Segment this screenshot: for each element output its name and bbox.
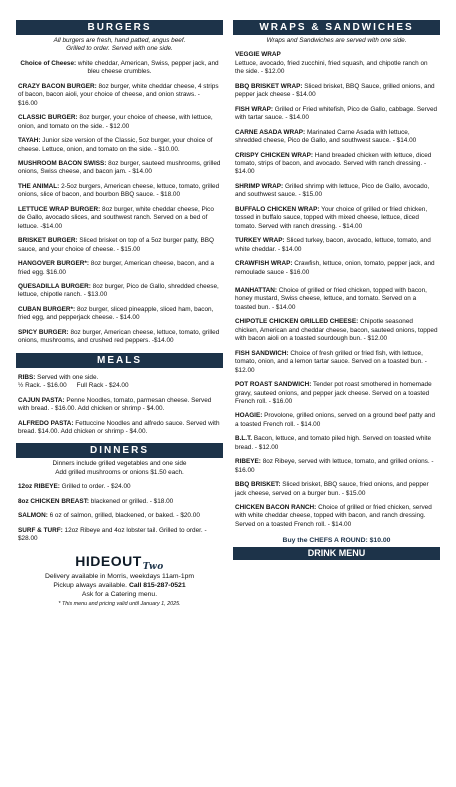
item-desc: Hand breaded chicken with lettuce, diced tomato, strips of bacon, and avocado. Served with ranch dressing. - $14.00 (235, 151, 432, 176)
item-name: POT ROAST SANDWICH: (235, 381, 312, 389)
item-name: LETTUCE WRAP BURGER: (18, 205, 101, 213)
wraps-header: WRAPS & SANDWICHES (233, 20, 440, 35)
item-name: ALFREDO PASTA: (18, 419, 74, 427)
item-name: BRISKET BURGER: (18, 237, 78, 245)
meals-header: MEALS (16, 353, 223, 368)
dinner-item (16, 483, 223, 491)
item-name: BUFFALO CHICKEN WRAP: (235, 205, 320, 213)
burger-item (16, 114, 223, 131)
item-name: CHICKEN BACON RANCH: (235, 504, 317, 512)
item-name: CAJUN PASTA: (18, 396, 65, 404)
valid-note: * This menu and pricing valid until January 1, 2025. (58, 601, 181, 608)
item-name: CRAWFISH WRAP: (235, 260, 293, 268)
burgers-subtitle (16, 37, 223, 54)
wrap-item (233, 152, 440, 177)
item-desc: Fettuccine Noodles and alfredo sauce. Served with bread. $14.00. Add chicken or shrimp - $4.00. (18, 419, 220, 435)
dinner-item (16, 527, 223, 544)
item-name: CARNE ASADA WRAP: (235, 128, 306, 136)
item-name: TAYAH: (18, 137, 41, 145)
item-desc: 6 oz of salmon, grilled, blackened, or baked. - $20.00 (47, 512, 200, 520)
item-name: HANGOVER BURGER*: (18, 260, 90, 268)
wrap-item (233, 237, 440, 254)
catering-line: Ask for a Catering menu. (81, 591, 158, 599)
item-name: MANHATTAN: (235, 286, 277, 294)
item-desc: 8oz burger, your choice of cheese, with lettuce, onion, and tomato on the side. - $12.00 (18, 114, 213, 130)
burger-item (16, 183, 223, 200)
item-name: VEGGIE WRAP (235, 51, 281, 59)
item-desc: Penne Noodles, tomato, parmesan cheese. Served with bread. - $16.00. Add chicken or shrimp - $4.00. (18, 396, 212, 413)
item-name: BBQ BRISKET: (235, 481, 281, 489)
sandwich-item (233, 435, 440, 452)
delivery-line: Delivery available in Morris, weekdays 11am-1pm (44, 573, 195, 581)
burgers-subtitle-line2: Grilled to order. Served with one side. (66, 45, 173, 53)
wrap-item (233, 183, 440, 200)
burger-item (16, 206, 223, 231)
pickup-text: Pickup always available. (53, 582, 129, 590)
item-desc: Sliced brisket, BBQ sauce, fried onions, and pepper jack cheese, served on a burger bun. - $15.00 (235, 481, 429, 497)
wrap-item-veggie (233, 51, 440, 76)
item-desc: Sliced turkey, bacon, avocado, lettuce, tomato, and white cheddar. - $14.00 (235, 237, 431, 253)
burger-item (16, 260, 223, 277)
burger-item (16, 83, 223, 108)
logo-word: HIDEOUT (75, 552, 142, 569)
item-name: B.L.T. (235, 435, 253, 443)
burger-item (16, 137, 223, 154)
item-desc: Choice of fresh grilled or fried fish, with lettuce, tomato, onion, and a lemon tartar sauce. Served on a toasted bun. - $12.00 (235, 349, 427, 374)
footer-info (16, 573, 223, 608)
item-desc: blackened or grilled. - $18.00 (89, 497, 174, 505)
item-desc: 8oz burger, sauteed mushrooms, grilled onions, Swiss cheese, and bacon jam. - $14.00 (18, 159, 221, 176)
item-name: SALMON: (18, 512, 48, 520)
burger-list (16, 83, 223, 346)
item-name: THE ANIMAL: (18, 182, 60, 190)
burger-item (16, 160, 223, 177)
burgers-header: BURGERS (16, 20, 223, 35)
item-desc: 8oz burger, white cheddar cheese, Pico de Gallo, avocado slices, and southwest ranch. Served on a bed of lettuce. -$14.00 (18, 205, 214, 230)
item-name: SHRIMP WRAP: (235, 182, 284, 190)
item-name: QUESADILLA BURGER: (18, 282, 91, 290)
item-desc: 8oz burger, white cheddar cheese, 4 strips of bacon, bacon aioli, your choice of cheese, and onion straws. - $16.00 (18, 82, 219, 107)
dinners-note-line2: Add grilled mushrooms or onions $1.50 each. (55, 468, 184, 476)
cheese-choice (16, 60, 223, 77)
sandwich-item (233, 381, 440, 406)
ribs-full-price: Full Rack - $24.00 (76, 382, 129, 390)
burgers-subtitle-line1: All burgers are fresh, hand patted, angus beef. (53, 37, 186, 44)
burger-item (16, 237, 223, 254)
item-name: SURF & TURF: (18, 526, 63, 534)
item-desc: Choice of grilled or fried chicken, served with white cheddar cheese, topped with bacon, and ranch dressing. Served on a toasted French roll. - $14.00 (235, 504, 432, 528)
item-desc: Sliced brisket, BBQ Sauce, grilled onions, and pepper jack cheese - $14.00 (235, 82, 435, 99)
item-name: FISH SANDWICH: (235, 349, 289, 357)
item-name: HOAGIE: (235, 412, 263, 420)
item-desc: Marinated Carne Asada with lettuce, shredded cheese, Pico de Gallo, and southwest sauce. - $14.00 (235, 128, 417, 145)
item-name: BBQ BRISKET WRAP: (235, 82, 303, 90)
sandwich-item (233, 350, 440, 375)
sandwich-item (233, 481, 440, 498)
cheese-choice-text: white cheddar, American, Swiss, pepper jack, and bleu cheese crumbles. (76, 59, 219, 76)
item-desc: Provolone, grilled onions, served on a ground beef patty and a toasted French roll. - $14.00 (235, 412, 436, 428)
wrap-item (233, 260, 440, 277)
meal-item-ribs (16, 374, 223, 391)
item-desc: 8oz Ribeye, served with lettuce, tomato, and grilled onions. - $16.00 (235, 458, 434, 474)
burger-item (16, 283, 223, 300)
chefs-round: Buy the CHEFS A ROUND: $10.00 (282, 537, 391, 545)
meal-item (16, 420, 223, 437)
item-desc: Lettuce, avocado, fried zucchini, fried squash, and chipotle ranch on the side. - $12.00 (235, 59, 428, 76)
right-column (233, 20, 440, 787)
wrap-item (233, 106, 440, 123)
sandwich-item (233, 412, 440, 429)
wrap-item (233, 129, 440, 146)
item-name: 8oz CHICKEN BREAST: (18, 497, 90, 505)
item-name: RIBEYE: (235, 458, 261, 466)
item-desc: Your choice of grilled or fried chicken, tossed in buffalo sauce, topped with mixed cheese, lettuce, diced tomato. Served with ranch dressing. - $14.00 (235, 205, 428, 230)
wrap-item (233, 206, 440, 231)
meal-item (16, 397, 223, 414)
logo-script: Two (142, 561, 164, 572)
hideout-logo (16, 552, 223, 571)
item-desc: 8oz burger, American cheese, lettuce, tomato, grilled onions, mushrooms, and crushed red peppers. -$14.00 (18, 328, 220, 345)
item-desc: 8oz burger, Pico de Gallo, shredded cheese, lettuce, chipotle ranch. - $13.00 (18, 282, 219, 299)
item-desc: Choice of grilled or fried chicken, topped with bacon, honey mustard, Swiss cheese, lettuce, and tornato. Served on a toasted bun. - $14.00 (235, 286, 427, 311)
dinners-note (16, 460, 223, 477)
item-name: CRAZY BACON BURGER: (18, 82, 97, 90)
item-desc: 8oz burger, sliced pineapple, sliced ham, bacon, fried egg, and pepperjack cheese. - $14.00 (18, 305, 214, 322)
item-name: MUSHROOM BACON SWISS: (18, 159, 107, 167)
wrap-item (233, 83, 440, 100)
burger-item (16, 329, 223, 346)
item-desc: Grilled shrimp with lettuce, Pico de Gallo, avocado, and southwest sauce. - $15.00 (235, 182, 430, 199)
item-desc: Grilled or Fried whitefish, Pico de Gallo, cabbage. Served with tartar sauce. - $14.00 (235, 105, 438, 122)
item-desc: Bacon, lettuce, and tomato piled high. Served on toasted white bread. - $12.00 (235, 435, 432, 451)
item-name: FISH WRAP: (235, 105, 273, 113)
item-name: CUBAN BURGER*: (18, 305, 76, 313)
drink-menu-button[interactable]: DRINK MENU (233, 547, 440, 560)
item-desc: Tender pot roast smothered in homemade gravy, sauteed onions, and pepper jack cheese. Served on a toasted French roll. - $16.00 (235, 381, 432, 405)
phone-number[interactable]: Call 815-287-0521 (128, 582, 186, 590)
burger-item (16, 306, 223, 323)
item-name: SPICY BURGER: (18, 328, 69, 336)
item-name: RIBS: (18, 373, 36, 381)
sandwich-item (233, 504, 440, 529)
ribs-half-price: ½ Rack. - $16.00 (18, 382, 67, 390)
sandwich-item (233, 458, 440, 475)
cheese-choice-label: Choice of Cheese: (20, 59, 77, 67)
item-desc: 8oz burger, American cheese, bacon, and a fried egg. $16.00 (18, 260, 215, 276)
item-desc: Served with one side. (35, 373, 99, 381)
sandwich-item (233, 287, 440, 312)
item-desc: 2-5oz burgers, American cheese, lettuce, tomato, grilled onions, slice of bacon, and bourbon BBQ sauce. - $18.00 (18, 182, 220, 199)
dinners-header: DINNERS (16, 443, 223, 458)
item-name: 12oz RIBEYE: (18, 483, 60, 491)
wraps-subtitle: Wraps and Sandwiches are served with one side. (266, 37, 407, 44)
item-name: TURKEY WRAP: (235, 237, 285, 245)
left-column (16, 20, 223, 787)
item-desc: Chipotle seasoned chicken, American and cheddar cheese, bacon, sauteed onions, topped with bacon aioli on a toasted sourdough bun. - $12.00 (235, 318, 438, 343)
item-name: CHIPOTLE CHICKEN GRILLED CHEESE: (235, 318, 359, 326)
dinner-item (16, 498, 223, 506)
dinner-item (16, 512, 223, 520)
item-desc: Crawfish, lettuce, onion, tomato, pepper jack, and remoulade sauce - $16.00 (235, 260, 435, 276)
item-desc: Sliced brisket on top of a 5oz burger patty, BBQ sauce, and your choice of cheese. - $15.00 (18, 237, 214, 253)
sandwich-item (233, 318, 440, 343)
item-name: CLASSIC BURGER: (18, 114, 78, 122)
item-desc: Junior size version of the Classic, 5oz burger, your choice of cheese. Lettuce, onion, and tomato on the side. - $10.00. (18, 137, 213, 153)
item-name: CRISPY CHICKEN WRAP: (235, 151, 313, 159)
item-desc: 12oz Ribeye and 4oz lobster tail. Grilled to order. - $28.00 (18, 526, 207, 543)
dinners-note-line1: Dinners include grilled vegetables and one side (52, 460, 187, 468)
pickup-line (16, 582, 223, 591)
item-desc: Grilled to order. - $24.00 (59, 483, 131, 491)
